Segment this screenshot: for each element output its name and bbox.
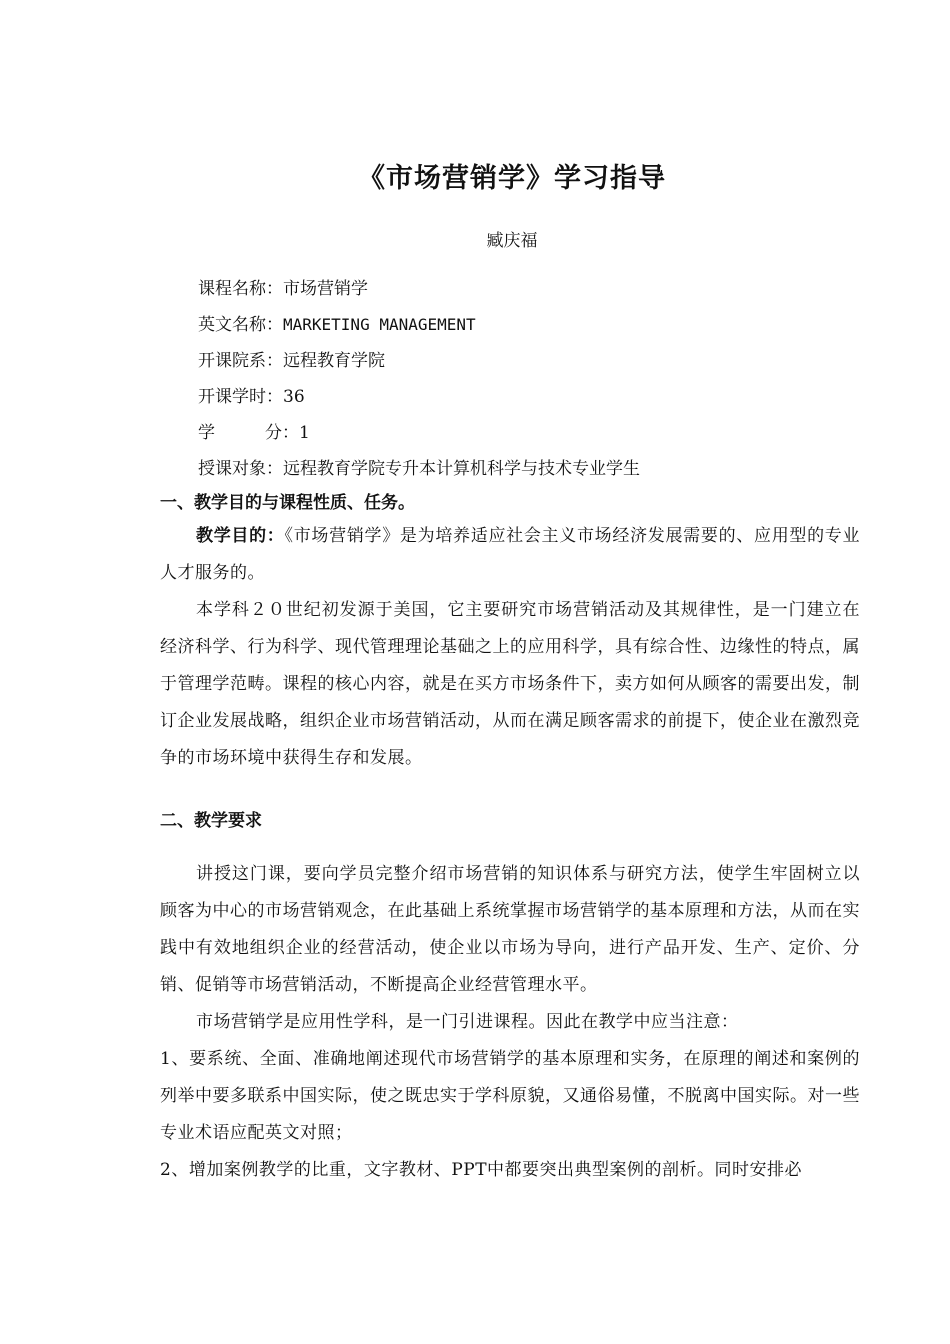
purpose-text: 《市场营销学》是为培养适应社会主义市场经济发展需要的、应用型的专业人才服务的。 [160,526,861,583]
course-name-row [198,274,368,299]
credits-label-b: 分： [265,423,299,443]
department-row [198,346,385,371]
course-name-value: 市场营销学 [283,279,368,299]
english-name-value: MARKETING MANAGEMENT [283,315,476,334]
section2-paragraph-1: 讲授这门课，要向学员完整介绍市场营销的知识体系与研究方法，使学生牢固树立以顾客为中心的市场营销观念，在此基础上系统掌握市场营销学的基本原理和方法，从而在实践中有效地组织企业的经营活动，使企业以市场为导向，进行产品开发、生产、定价、分销、促销等市场营销活动，不断提高企业经营管理水平。 [160,864,860,995]
purpose-label: 教学目的： [196,526,285,546]
author-name: 臧庆福 [486,231,538,251]
credits-label-a: 学 [198,423,215,443]
credits-value: 1 [299,423,310,443]
audience-label: 授课对象： [198,459,283,479]
english-name-row [198,310,476,335]
english-name-label: 英文名称： [198,315,283,335]
section2-heading: 二、教学要求 [160,811,262,831]
section1-purpose-paragraph [160,518,860,592]
hours-value: 36 [283,387,305,407]
section1-paragraph-2: 本学科２０世纪初发源于美国，它主要研究市场营销活动及其规律性，是一门建立在经济科学、行为科学、现代管理理论基础之上的应用科学，具有综合性、边缘性的特点，属于管理学范畴。课程的核心内容，就是在买方市场条件下，卖方如何从顾客的需要出发，制订企业发展战略，组织企业市场营销活动，从而在满足顾客需求的前提下，使企业在激烈竞争的市场环境中获得生存和发展。 [160,600,860,768]
section1-heading: 一、教学目的与课程性质、任务。 [160,493,415,513]
department-value: 远程教育学院 [283,351,385,371]
document-title: 《市场营销学》学习指导 [358,163,666,194]
audience-value: 远程教育学院专升本计算机科学与技术专业学生 [283,459,640,479]
credits-row [198,418,310,443]
department-label: 开课院系： [198,351,283,371]
requirement-item-2: 2、增加案例教学的比重，文字教材、PPT中都要突出典型案例的剖析。同时安排必 [160,1160,803,1180]
hours-row [198,382,305,407]
audience-row [198,454,640,479]
requirement-item-1: 1、要系统、全面、准确地阐述现代市场营销学的基本原理和实务，在原理的阐述和案例的列举中要多联系中国实际，使之既忠实于学科原貌，又通俗易懂，不脱离中国实际。对一些专业术语应配英文对照； [160,1049,860,1143]
section2-paragraph-2: 市场营销学是应用性学科，是一门引进课程。因此在教学中应当注意： [196,1012,739,1032]
hours-label: 开课学时： [198,387,283,407]
course-name-label: 课程名称： [198,279,283,299]
